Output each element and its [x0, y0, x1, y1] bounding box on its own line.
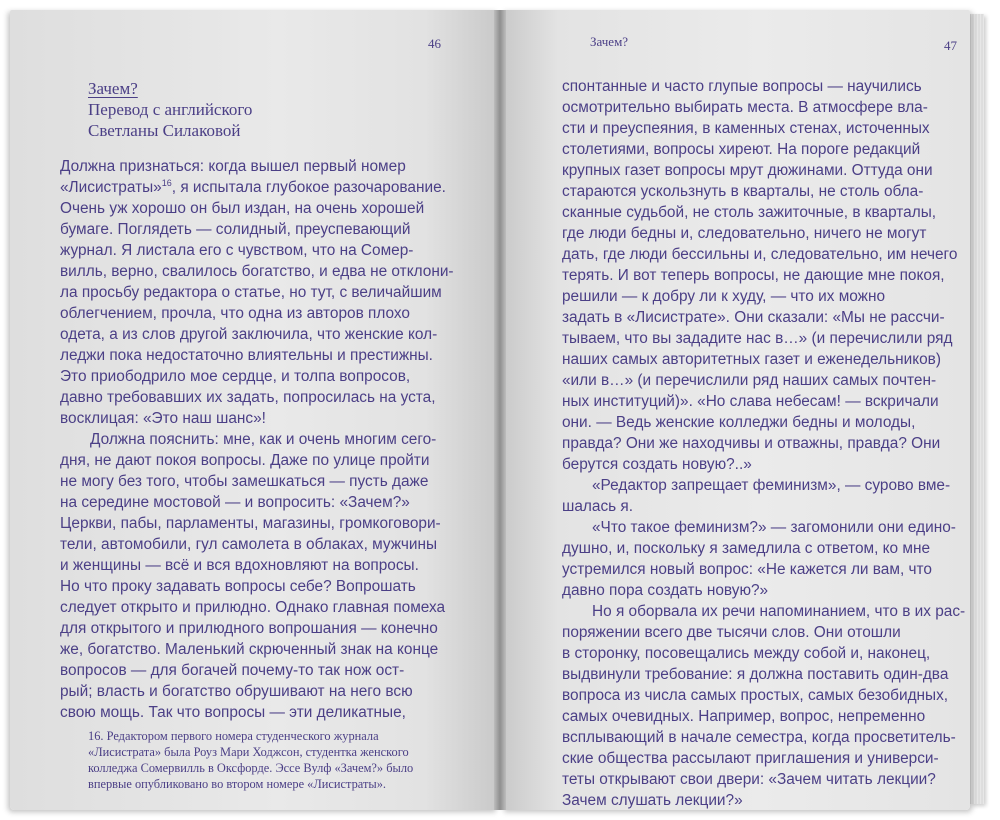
page-edges [970, 14, 984, 804]
right-page [502, 10, 970, 810]
text-line: тываем, что вы зададите нас в…» (и перечислили ряд [562, 330, 953, 347]
book-spine-gutter [494, 10, 506, 810]
essay-heading [88, 78, 252, 141]
text-line: давно требовавших их задать, попросилась на уста, [60, 389, 436, 406]
text-line: решили — к добру ли к худу, — что их можно [562, 288, 886, 305]
text-line: сканные судьбой, не столь зажиточные, в кварталы, [562, 204, 937, 221]
text-line: столетиями, вопросы хиреют. На пороге редакций [562, 141, 921, 158]
text-line: рый; власть и богатство обрушивают на него всю [60, 683, 413, 700]
text-line: поряжении всего две тысячи слов. Они отошли [562, 624, 901, 641]
text-line: ские общества рассылают приглашения и универси- [562, 750, 939, 767]
text-line: ла просьбу редактора о статье, но тут, с величайшим [60, 284, 442, 301]
text-line: Но я оборвала их речи напоминанием, что в их рас- [592, 603, 966, 620]
text-line: крупных газет вопросы мрут дюжинами. Оттуда они [562, 162, 933, 179]
page-number: 47 [944, 38, 957, 53]
text-line: где люди бедны и, следовательно, ничего не могут [562, 225, 927, 242]
text-line: «Лисистраты»$^{16}$, я испытала глубокое разочарование. [60, 178, 446, 196]
text-line: вопросов — для богачей почему-то так нож ост- [60, 662, 405, 679]
text-line: «или в…» (и перечислили ряд наших самых почтен- [562, 372, 937, 389]
text-line: на середине мостовой — и вопросить: «Зачем?» [60, 494, 410, 511]
text-line: Должна пояснить: мне, как и очень многим сего- [90, 431, 437, 448]
text-line: свою мощь. Так что вопросы — эти деликатные, [60, 704, 406, 721]
text-line: и женщины — всё и вся вдохновляют на вопросы. [60, 557, 419, 574]
text-line: душно, и, поскольку я замедлила с ответом, ко мне [562, 540, 931, 557]
text-line: для открытого и прилюдного вопрошания — конечно [60, 620, 438, 637]
text-line: осмотрительно выбирать места. В атмосфере вла- [562, 99, 928, 116]
footnote-line: впервые опубликовано во втором номере «Лисистраты». [88, 777, 387, 791]
text-line: бумаге. Поглядеть — солидный, преуспевающий [60, 221, 411, 238]
text-line: Очень уж хорошо он был издан, на очень хорошей [60, 200, 425, 217]
text-line: дня, не дают покоя вопросы. Даже по улице пройти [60, 452, 430, 469]
text-line: восклицая: «Это наш шанс»! [60, 410, 266, 427]
text-line: журнал. Я листала его с чувством, что на Сомер- [60, 242, 414, 259]
text-line: дать, где люди бессильны и, следовательно, им нечего [562, 246, 958, 263]
footnote-reference: 16 [161, 178, 172, 188]
text-line: Должна признаться: когда вышел первый номер [60, 158, 406, 175]
text-line: Но что проку задавать вопросы себе? Вопрошать [60, 578, 416, 595]
text-line: давно пора создать новую?» [562, 582, 769, 599]
text-line: устремился новый вопрос: «Не кажется ли вам, что [562, 561, 932, 578]
translation-note: Перевод с английского [88, 100, 253, 119]
text-line: шалась я. [562, 498, 634, 515]
text-line: теты открывают свои двери: «Зачем читать лекции? [562, 771, 936, 788]
running-head: Зачем? [590, 34, 629, 49]
text-line: же, богатство. Маленький скрюченный знак на конце [60, 641, 439, 658]
text-line: всплывающий в начале семестра, когда просветитель- [562, 729, 956, 746]
text-line: тели, автомобили, гул самолета в облаках, мужчины [60, 536, 438, 553]
text-line: одета, а из слов другой заключила, что женские кол- [60, 326, 438, 343]
footnote [88, 728, 428, 792]
left-page [10, 10, 498, 810]
text-line: облегчением, прочла, что одна из авторов плохо [60, 305, 410, 322]
text-line: в сторонку, посовещались между собой и, наконец, [562, 645, 931, 662]
text-line: выдвинули требование: я должна поставить один-два [562, 666, 949, 683]
text-line: следует открыто и прилюдно. Однако главная помеха [60, 599, 446, 616]
text-line: сти и преуспеяния, в каменных стенах, источенных [562, 120, 930, 137]
translator-name: Светланы Силаковой [88, 121, 241, 140]
footnote-line: «Лисистрата» была Роуз Мари Ходжсон, студентка женского [88, 745, 409, 759]
footnote-line: колледжа Сомервилль в Оксфорде. Эссе Вулф «Зачем?» было [88, 761, 414, 775]
body-text [562, 76, 966, 810]
text-line: вопроса из числа самых простых, самых безобидных, [562, 687, 949, 704]
text-line: берутся создать новую?..» [562, 456, 752, 473]
text-line: вилль, верно, свалилось богатство, и едва не отклони- [60, 263, 454, 280]
text-line: стараются ускользнуть в кварталы, не столь обла- [562, 183, 924, 200]
text-line: ных институций)». «Но слава небесам! — вскричали [562, 393, 939, 410]
text-line: задать в «Лисистрате». Они сказали: «Мы не рассчи- [562, 309, 945, 326]
text-line: самых очевидных. Например, вопрос, непременно [562, 708, 926, 725]
footnote-line: 16. Редактором первого номера студенческого журнала [88, 729, 379, 743]
essay-title: Зачем? [88, 79, 138, 98]
text-line: Зачем слушать лекции?» [562, 792, 743, 809]
text-line: не могу без того, чтобы замешкаться — пусть даже [60, 473, 429, 490]
text-line: правда? Они же находчивы и отважны, правда? Они [562, 435, 941, 452]
text-line: леджи пока недостаточно влиятельны и престижны. [60, 347, 433, 364]
text-line: терять. И вот теперь вопросы, не дающие мне покоя, [562, 267, 945, 284]
text-line: они. — Ведь женские колледжи бедны и молоды, [562, 414, 916, 431]
text-line: спонтанные и часто глупые вопросы — научились [562, 78, 922, 95]
text-line: Церкви, пабы, парламенты, магазины, громкоговори- [60, 515, 441, 532]
text-line: «Редактор запрещает феминизм», — сурово вме- [592, 477, 951, 494]
text-line: Это приободрило мое сердце, и толпа вопросов, [60, 368, 411, 385]
text-line: «Что такое феминизм?» — загомонили они едино- [592, 519, 956, 536]
page-number: 46 [428, 36, 441, 51]
body-text [60, 156, 460, 723]
text-line: наших самых авторитетных газет и еженедельников) [562, 351, 941, 368]
